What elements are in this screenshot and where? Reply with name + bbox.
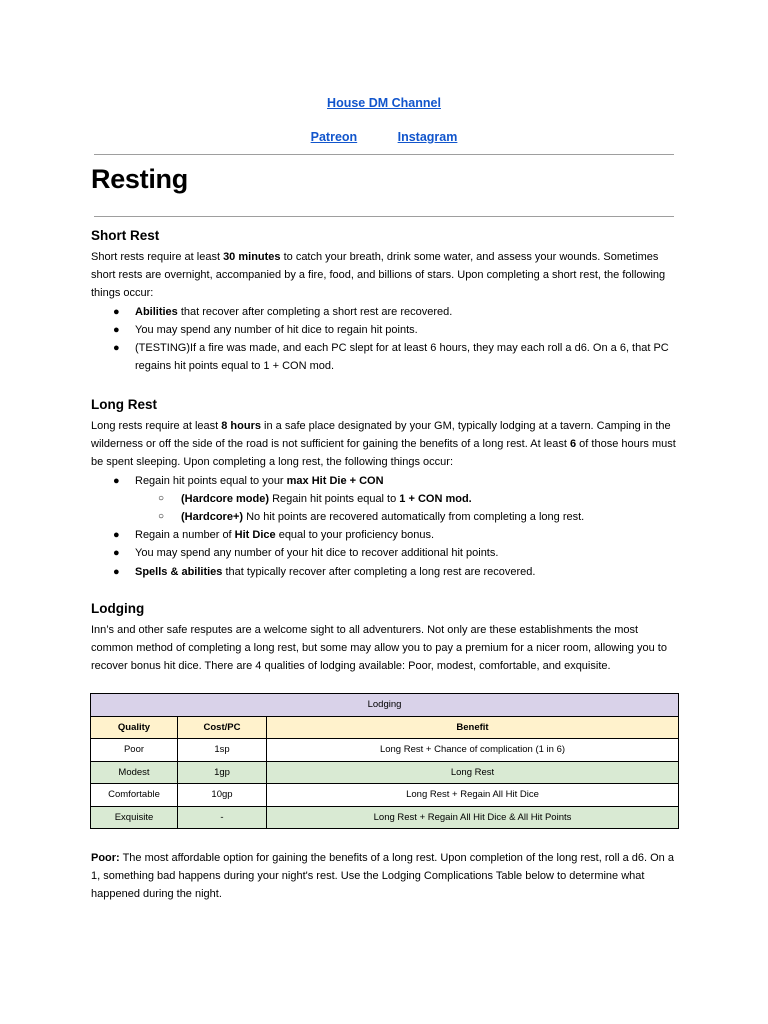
list-item-bold: (Hardcore+) <box>181 511 244 524</box>
bullet-icon: ● <box>113 565 120 578</box>
channel-link-row <box>0 94 768 112</box>
table-caption: Lodging <box>91 694 679 717</box>
long-rest-intro-text: Long rests require at least <box>91 420 222 432</box>
lodging-section <box>91 600 681 676</box>
long-rest-list <box>91 472 681 581</box>
table-cell: Long Rest + Chance of complication (1 in 6) <box>267 739 679 762</box>
bullet-icon: ● <box>113 323 120 336</box>
table-cell: Exquisite <box>91 806 178 829</box>
table-cell: Long Rest + Regain All Hit Dice & All Hit Points <box>267 806 679 829</box>
bullet-icon: ● <box>113 342 120 355</box>
list-item-text: Regain a number of <box>135 529 235 542</box>
long-rest-intro-text-3: of those hours must be spent sleeping. Upon completing a long rest, the following things occur: <box>91 438 676 469</box>
patreon-link[interactable]: Patreon <box>310 130 358 144</box>
lodging-heading: Lodging <box>91 601 145 616</box>
bullet-icon: ● <box>113 305 120 318</box>
table-cell: Modest <box>91 761 178 784</box>
list-item <box>91 472 681 527</box>
table-row <box>91 761 679 784</box>
short-rest-heading: Short Rest <box>91 228 160 243</box>
column-header: Quality <box>91 716 178 739</box>
long-rest-sleep-hours: 6 <box>570 438 577 451</box>
list-item-text: No hit points are recovered automatically from completing a long rest. <box>243 511 585 524</box>
short-rest-list <box>91 303 681 376</box>
circle-bullet-icon: ○ <box>158 511 165 523</box>
lodging-table <box>90 693 679 829</box>
lodging-intro: Inn’s and other safe resputes are a welcome sight to all adventurers. Not only are these establishments the most common method of completing a long rest, but some may allow you to pay a premium for a nicer room, allowing you to recover bonus hit dice. There are 4 qualities of lodging available: Poor, modest, comfortable, and exquisite. <box>91 624 667 673</box>
table-caption-row <box>91 694 679 717</box>
short-rest-intro-text-2: to catch your breath, drink some water, and assess your wounds. Sometimes short rests are overnight, accompanied by a fire, food, and billions of stars. Upon completing a short rest, the following things occur: <box>91 251 666 300</box>
horizontal-rule-top <box>94 154 674 155</box>
list-item-text: You may spend any number of hit dice to regain hit points. <box>135 323 418 336</box>
list-item <box>91 303 681 321</box>
instagram-link[interactable]: Instagram <box>397 130 458 144</box>
poor-lodging-paragraph <box>91 849 681 904</box>
long-rest-heading: Long Rest <box>91 397 157 412</box>
list-item-text: Regain hit points equal to <box>269 492 400 505</box>
table-cell: 1gp <box>178 761 267 784</box>
sub-list-item <box>91 490 681 508</box>
column-header: Cost/PC <box>178 716 267 739</box>
table-row <box>91 784 679 807</box>
list-item-bold: max Hit Die + CON <box>286 474 384 487</box>
bullet-icon: ● <box>113 474 120 487</box>
list-item-text: (TESTING)If a fire was made, and each PC slept for at least 6 hours, they may each roll a d6. On a 6, that PC regains hit points equal to 1 + CON mod. <box>135 342 669 373</box>
house-dm-channel-link[interactable]: House DM Channel <box>327 96 441 110</box>
poor-label: Poor: <box>91 852 120 864</box>
long-rest-intro-text-2: in a safe place designated by your GM, typically lodging at a tavern. Camping in the wilderness or off the side of the road is not sufficient for gaining the benefits of a long rest. At least <box>91 420 671 451</box>
table-cell: Long Rest <box>267 761 679 784</box>
table-row <box>91 739 679 762</box>
list-item-text: Regain hit points equal to your <box>135 474 287 487</box>
list-item-bold: Abilities <box>135 305 178 318</box>
list-item-text: You may spend any number of your hit dice to recover additional hit points. <box>135 547 499 560</box>
short-rest-section <box>91 227 681 375</box>
table-cell: 1sp <box>178 739 267 762</box>
list-item-bold: (Hardcore mode) <box>181 492 270 505</box>
table-cell: - <box>178 806 267 829</box>
list-item <box>91 339 681 375</box>
short-rest-duration: 30 minutes <box>223 251 281 263</box>
long-rest-section <box>91 396 681 581</box>
list-item-text: that typically recover after completing a long rest are recovered. <box>222 565 536 578</box>
list-item <box>91 563 681 581</box>
social-links-row <box>0 128 768 146</box>
table-cell: Poor <box>91 739 178 762</box>
table-cell: Comfortable <box>91 784 178 807</box>
list-item <box>91 544 681 562</box>
short-rest-intro <box>91 248 681 303</box>
list-item <box>91 321 681 339</box>
poor-text: The most affordable option for gaining the benefits of a long rest. Upon completion of the long rest, roll a d6. On a 1, something bad happens during your night's rest. Use the Lodging Complications Table below to determine what happened during the night. <box>91 852 674 901</box>
table-header-row <box>91 716 679 739</box>
page-title: Resting <box>91 164 188 194</box>
table-row <box>91 806 679 829</box>
list-item-text: that recover after completing a short rest are recovered. <box>177 305 453 318</box>
circle-bullet-icon: ○ <box>158 492 165 504</box>
sub-list-item <box>91 508 681 526</box>
long-rest-duration: 8 hours <box>221 420 261 432</box>
long-rest-intro <box>91 417 681 472</box>
list-item-bold: 1 + CON mod. <box>399 492 472 505</box>
column-header: Benefit <box>267 716 679 739</box>
horizontal-rule-under-title <box>94 216 674 217</box>
bullet-icon: ● <box>113 547 120 560</box>
list-item <box>91 526 681 544</box>
long-rest-sublist <box>135 490 681 526</box>
bullet-icon: ● <box>113 529 120 542</box>
table-cell: Long Rest + Regain All Hit Dice <box>267 784 679 807</box>
list-item-bold: Hit Dice <box>234 529 276 542</box>
list-item-text: equal to your proficiency bonus. <box>275 529 435 542</box>
list-item-bold: Spells & abilities <box>135 565 223 578</box>
short-rest-intro-text: Short rests require at least <box>91 251 224 263</box>
table-cell: 10gp <box>178 784 267 807</box>
